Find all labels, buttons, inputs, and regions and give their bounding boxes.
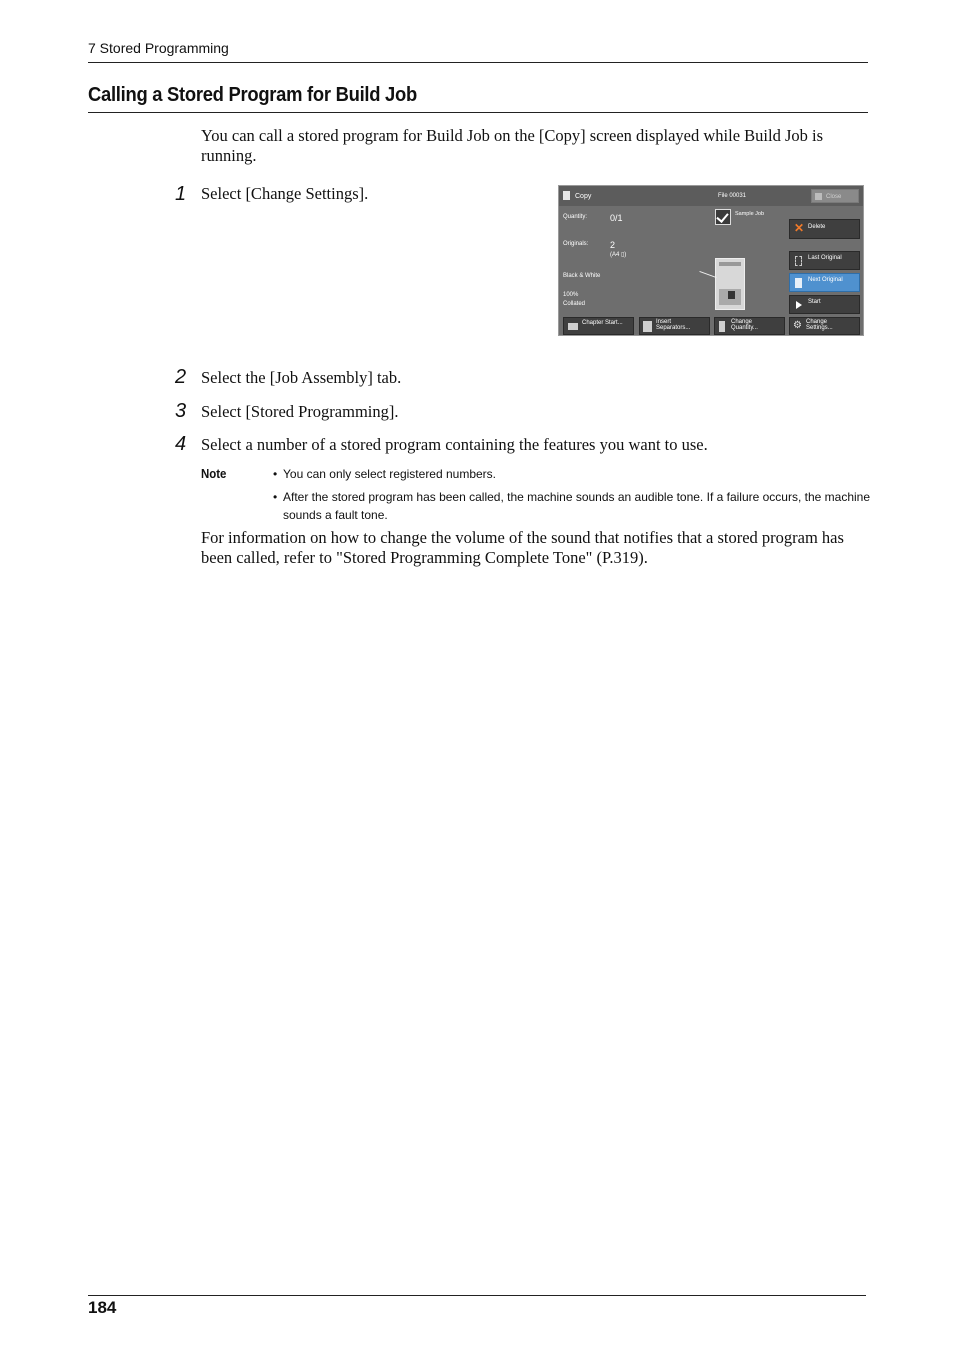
page-number: 184 xyxy=(88,1298,117,1317)
header-rule xyxy=(88,62,868,63)
copy-screen xyxy=(558,185,864,336)
start-label: Start xyxy=(808,299,821,305)
play-icon xyxy=(796,301,802,309)
last-original-icon xyxy=(795,256,802,266)
next-original-label: Next Original xyxy=(808,277,843,283)
separator-icon xyxy=(643,321,652,332)
quantity-icon xyxy=(719,321,725,332)
change-settings-button[interactable] xyxy=(789,317,860,335)
chapter-header: 7 Stored Programming xyxy=(88,40,229,56)
info-paragraph: For information on how to change the volume of the sound that notifies that a stored program has been called, refer to "Stored Programming Complete Tone" (P.319). xyxy=(201,528,844,567)
gear-icon: ⚙ xyxy=(793,320,802,331)
step-3-text: Select [Stored Programming]. xyxy=(201,402,399,421)
delete-button[interactable] xyxy=(789,219,860,239)
close-button[interactable] xyxy=(811,189,859,203)
insert-separators-label-2: Separators... xyxy=(656,325,691,331)
step-3-number: 3 xyxy=(175,400,187,422)
sample-job-label: Sample Job xyxy=(735,211,765,217)
quantity-label: Quantity: xyxy=(563,214,588,220)
next-original-button[interactable] xyxy=(789,273,860,292)
color-mode: Black & White xyxy=(563,273,601,279)
chapter-start-button[interactable] xyxy=(563,317,634,335)
insert-separators-label-1: Insert xyxy=(656,319,672,325)
screen-title: Copy xyxy=(575,193,592,200)
last-original-button[interactable] xyxy=(789,251,860,270)
step-1-number: 1 xyxy=(175,183,187,205)
insert-separators-button[interactable] xyxy=(639,317,710,335)
folder-icon xyxy=(568,323,578,330)
checkmark-icon xyxy=(716,210,728,223)
chapter-start-label: Chapter Start... xyxy=(582,320,623,326)
step-2-number: 2 xyxy=(175,366,187,388)
close-label: Close xyxy=(826,194,842,200)
note-item: • You can only select registered numbers. xyxy=(272,465,872,483)
next-original-icon xyxy=(795,278,802,288)
machine-illustration xyxy=(715,258,745,310)
delete-icon: ✕ xyxy=(794,221,805,235)
step-4-number: 4 xyxy=(175,433,187,455)
note-item: • After the stored program has been called, the machine sounds an audible tone. If a failure occurs, the machine sounds a fault tone. xyxy=(272,488,872,524)
change-quantity-label-1: Change xyxy=(731,319,753,325)
change-settings-label-1: Change xyxy=(806,319,828,325)
sample-job-checkbox[interactable] xyxy=(715,209,731,225)
delete-label: Delete xyxy=(808,224,826,230)
note-label: Note xyxy=(201,466,227,481)
step-1-text: Select [Change Settings]. xyxy=(201,184,369,203)
change-quantity-button[interactable] xyxy=(714,317,785,335)
start-button[interactable] xyxy=(789,295,860,314)
originals-label: Originals: xyxy=(563,241,589,247)
originals-value: 2 xyxy=(610,240,616,250)
close-icon xyxy=(815,193,822,200)
step-4-text: Select a number of a stored program containing the features you want to use. xyxy=(201,435,708,454)
section-title: Calling a Stored Program for Build Job xyxy=(88,84,417,106)
output-mode: Collated xyxy=(563,301,586,307)
note-list xyxy=(272,465,872,529)
last-original-label: Last Original xyxy=(808,255,842,261)
quantity-value: 0/1 xyxy=(610,213,623,223)
footer-rule xyxy=(88,1295,866,1296)
section-rule xyxy=(88,112,868,113)
originals-size: (A4 ▯) xyxy=(610,252,627,258)
zoom-value: 100% xyxy=(563,292,579,298)
file-name: File 00031 xyxy=(718,193,747,199)
change-settings-label-2: Settings... xyxy=(806,325,833,331)
copy-app-icon xyxy=(563,191,570,200)
intro-paragraph: You can call a stored program for Build Job on the [Copy] screen displayed while Build Job is running. xyxy=(201,126,824,165)
step-2-text: Select the [Job Assembly] tab. xyxy=(201,368,402,387)
change-quantity-label-2: Quantity... xyxy=(731,325,758,331)
